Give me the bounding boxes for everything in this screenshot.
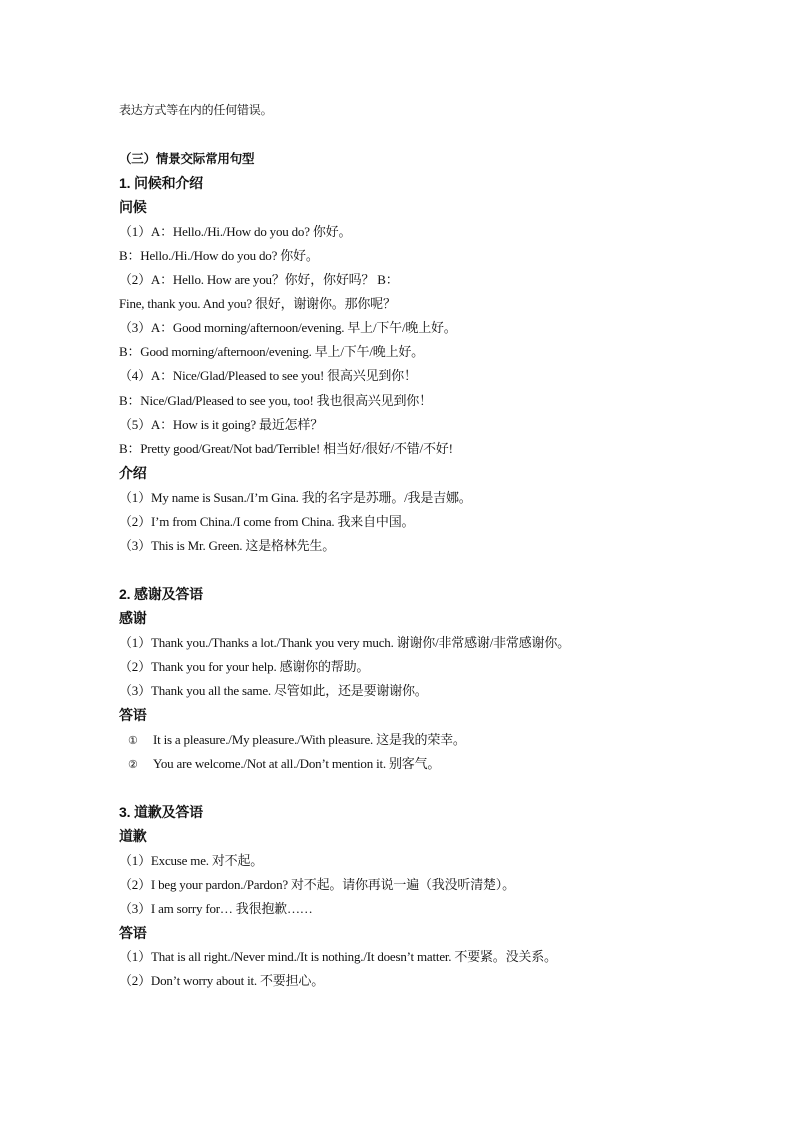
item-number: （1） bbox=[119, 490, 151, 505]
apology-line: （1）Excuse me. 对不起。 bbox=[119, 853, 264, 868]
item-text: That is all right./Never mind./It is nothing./It doesn’t matter. 不要紧。没关系。 bbox=[151, 949, 557, 964]
apology-line: （3）I am sorry for… 我很抱歉…… bbox=[119, 901, 313, 916]
subheading-thanks: 感谢 bbox=[119, 610, 147, 626]
list-item bbox=[119, 755, 440, 774]
item-text: Thank you./Thanks a lot./Thank you very much. 谢谢你/非常感谢/非常感谢你。 bbox=[151, 635, 570, 650]
item-number: （3） bbox=[119, 683, 151, 698]
list-item bbox=[119, 634, 570, 652]
greeting-line: （3）A：Good morning/afternoon/evening. 早上/下午/晚上好。 bbox=[119, 320, 457, 335]
greeting-line: B：Hello./Hi./How do you do? 你好。 bbox=[119, 248, 319, 263]
item-number: （1） bbox=[119, 949, 151, 964]
heading-apology: 3. 道歉及答语 bbox=[119, 804, 203, 820]
item-text: I’m from China./I come from China. 我来自中国。 bbox=[151, 514, 415, 529]
item-number: ② bbox=[128, 759, 138, 771]
item-number: （2） bbox=[119, 659, 151, 674]
item-number: （3） bbox=[119, 538, 151, 553]
subheading-reply: 答语 bbox=[119, 707, 147, 723]
greeting-line: （4）A：Nice/Glad/Pleased to see you! 很高兴见到你！ bbox=[119, 368, 417, 383]
greeting-line: （5）A：How is it going? 最近怎样？ bbox=[119, 417, 324, 432]
heading-thanks: 2. 感谢及答语 bbox=[119, 586, 203, 602]
list-item bbox=[119, 731, 466, 750]
greeting-line: B：Good morning/afternoon/evening. 早上/下午/晚上好。 bbox=[119, 344, 424, 359]
item-number: ① bbox=[128, 735, 138, 747]
greeting-line: （2）A：Hello. How are you？你好，你好吗？ B： bbox=[119, 272, 399, 287]
item-text: You are welcome./Not at all./Don’t mention it. 别客气。 bbox=[153, 756, 441, 771]
item-text: It is a pleasure./My pleasure./With pleasure. 这是我的荣幸。 bbox=[153, 732, 466, 747]
list-item bbox=[119, 658, 369, 676]
apology-reply-line: （2）Don’t worry about it. 不要担心。 bbox=[119, 973, 324, 988]
item-text: Thank you all the same. 尽管如此，还是要谢谢你。 bbox=[151, 683, 428, 698]
greeting-line: B：Nice/Glad/Pleased to see you, too! 我也很高兴见到你！ bbox=[119, 393, 432, 408]
item-number: （1） bbox=[119, 635, 151, 650]
item-text: My name is Susan./I’m Gina. 我的名字是苏珊。/我是吉娜。 bbox=[151, 490, 472, 505]
subheading-apology: 道歉 bbox=[119, 828, 147, 844]
greeting-line: B：Pretty good/Great/Not bad/Terrible! 相当好/很好/不错/不好! bbox=[119, 441, 453, 456]
list-item bbox=[119, 948, 557, 966]
section-title: （三）情景交际常用句型 bbox=[119, 151, 255, 166]
list-item bbox=[119, 513, 414, 531]
greeting-line: （1）A：Hello./Hi./How do you do? 你好。 bbox=[119, 224, 352, 239]
item-number: （2） bbox=[119, 514, 151, 529]
item-text: This is Mr. Green. 这是格林先生。 bbox=[151, 538, 336, 553]
heading-greeting-intro: 1. 问候和介绍 bbox=[119, 175, 203, 191]
item-text: Thank you for your help. 感谢你的帮助。 bbox=[151, 659, 370, 674]
apology-line: （2）I beg your pardon./Pardon? 对不起。请你再说一遍（我没听清楚）。 bbox=[119, 877, 515, 892]
subheading-greeting: 问候 bbox=[119, 199, 147, 215]
greeting-line: Fine, thank you. And you? 很好，谢谢你。那你呢？ bbox=[119, 296, 396, 311]
subheading-apology-reply: 答语 bbox=[119, 925, 147, 941]
subheading-introduction: 介绍 bbox=[119, 465, 147, 481]
intro-text: 表达方式等在内的任何错误。 bbox=[119, 103, 273, 117]
list-item bbox=[119, 682, 428, 700]
list-item bbox=[119, 489, 472, 507]
list-item bbox=[119, 537, 335, 555]
